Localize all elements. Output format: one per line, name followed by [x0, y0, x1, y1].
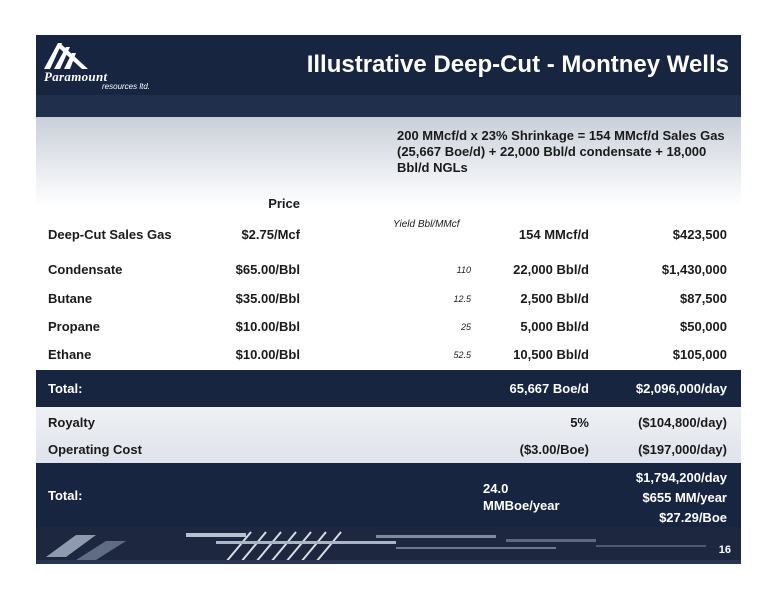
price-column-header: Price: [268, 196, 300, 211]
row-value: $50,000: [680, 319, 727, 334]
row-value: $1,430,000: [661, 262, 727, 277]
row-quantity: 10,500 Bbl/d: [513, 347, 589, 362]
company-logo: [40, 41, 170, 93]
net-annual-value: $655 MM/year: [642, 490, 727, 505]
row-label: Propane: [48, 319, 101, 334]
logo-subtext: resources ltd.: [102, 82, 151, 91]
row-label: Condensate: [48, 262, 123, 277]
row-yield: 110: [456, 265, 471, 275]
total-value: $2,096,000/day: [635, 381, 727, 396]
row-label: Ethane: [48, 347, 92, 362]
logo-mountain-icon: [42, 41, 92, 71]
row-value: $105,000: [672, 347, 727, 362]
subheader-bar: [36, 95, 741, 117]
operating-cost-label: Operating Cost: [48, 442, 142, 457]
annual-volume: 24.0: [483, 481, 509, 496]
row-yield: 25: [460, 322, 471, 332]
row-quantity: 2,500 Bbl/d: [520, 291, 589, 306]
royalty-label: Royalty: [48, 415, 95, 430]
annual-volume-unit: MMBoe/year: [483, 498, 560, 513]
plant-photo-illustration: [36, 527, 741, 564]
row-yield: 12.5: [453, 294, 471, 304]
row-price: $2.75/Mcf: [241, 227, 300, 242]
total-label: Total:: [48, 381, 83, 396]
net-total-label: Total:: [48, 488, 83, 503]
row-label: Butane: [48, 291, 93, 306]
royalty-value: ($104,800/day): [638, 415, 727, 430]
slide: [36, 35, 741, 564]
row-price: $65.00/Bbl: [235, 262, 300, 277]
row-yield: 52.5: [453, 350, 471, 360]
slide-title: Illustrative Deep-Cut - Montney Wells: [306, 51, 729, 78]
row-value: $423,500: [672, 227, 727, 242]
shrinkage-note: 200 MMcf/d x 23% Shrinkage = 154 MMcf/d Sales Gas (25,667 Boe/d) + 22,000 Bbl/d condensate + 18,000 Bbl/d NGLs: [397, 128, 725, 175]
row-quantity: 154 MMcf/d: [518, 227, 589, 242]
header-bar: [36, 35, 741, 95]
row-price: $10.00/Bbl: [235, 347, 300, 362]
operating-cost-rate: ($3.00/Boe): [519, 442, 589, 457]
row-label: Deep-Cut Sales Gas: [48, 227, 172, 242]
row-price: $35.00/Bbl: [235, 291, 300, 306]
page-number: 16: [718, 544, 731, 556]
row-quantity: 5,000 Bbl/d: [520, 319, 589, 334]
row-quantity: 22,000 Bbl/d: [513, 262, 589, 277]
row-price: $10.00/Bbl: [235, 319, 300, 334]
operating-cost-value: ($197,000/day): [638, 442, 727, 457]
net-daily-value: $1,794,200/day: [635, 470, 727, 485]
net-per-boe-value: $27.29/Boe: [659, 510, 727, 525]
footer-photo: [36, 527, 741, 564]
logo-brand-text: Paramount: [44, 69, 108, 84]
royalty-rate: 5%: [570, 415, 589, 430]
row-value: $87,500: [680, 291, 727, 306]
yield-column-header: Yield Bbl/MMcf: [393, 219, 460, 230]
total-quantity: 65,667 Boe/d: [509, 381, 589, 396]
